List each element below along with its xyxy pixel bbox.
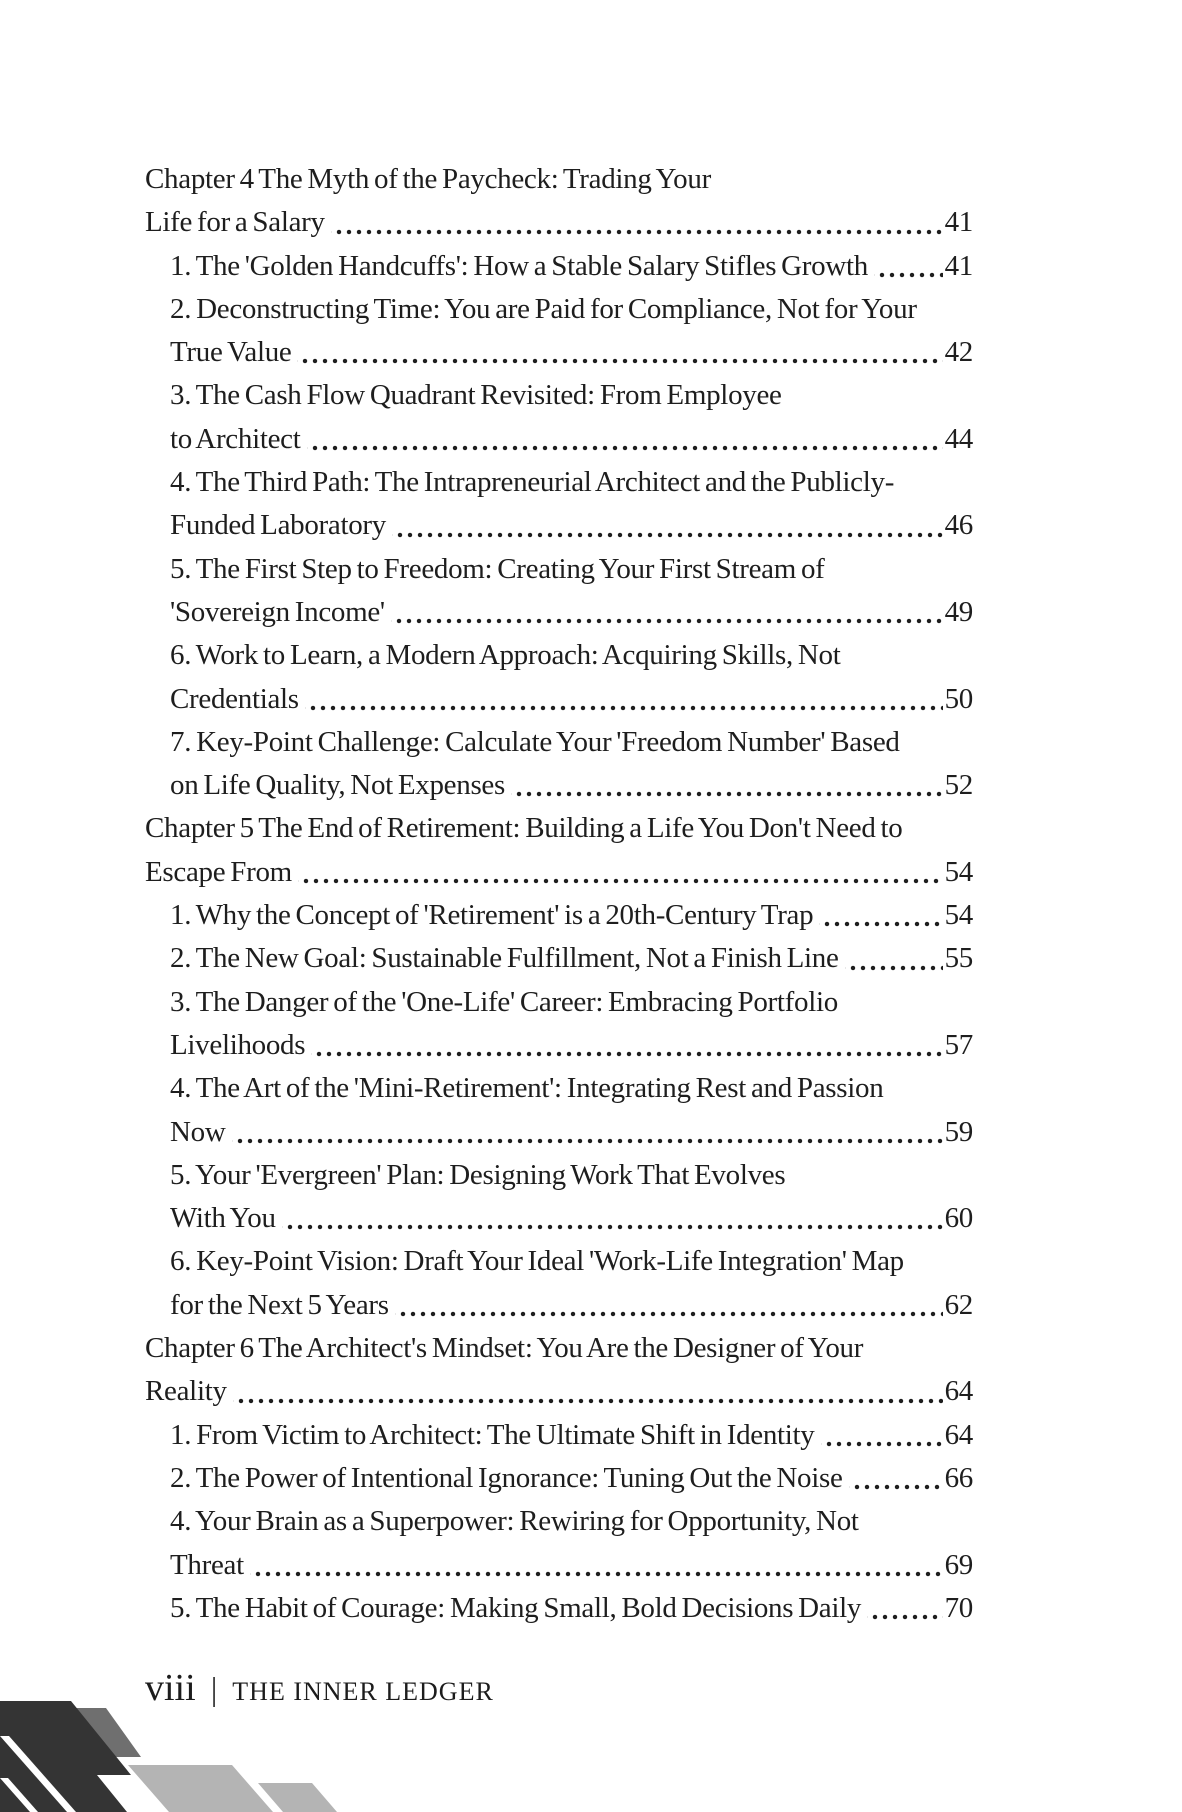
toc-entry <box>170 1067 973 1154</box>
toc-entry <box>170 1587 973 1630</box>
toc-dot-leader <box>511 764 943 807</box>
decor-light-parallelogram-large <box>128 1765 273 1812</box>
footer-separator: | <box>210 1672 218 1708</box>
toc-dot-leader <box>311 1024 942 1067</box>
toc-entry <box>170 937 973 980</box>
footer-page-number: viii <box>145 1667 196 1709</box>
toc-entry-line: 6. Work to Learn, a Modern Approach: Acquiring Skills, Not <box>170 639 841 672</box>
toc-entry <box>170 288 973 375</box>
toc-dot-leader <box>392 504 943 547</box>
toc-entry-lastline <box>170 1544 973 1587</box>
toc-dot-leader <box>307 418 943 461</box>
toc-page-number: 54 <box>944 899 973 932</box>
toc-entry-lastline <box>145 851 973 894</box>
toc-entry-text: 2. The Power of Intentional Ignorance: Tuning Out the Noise <box>170 1461 843 1494</box>
toc-entry-line: 5. Your 'Evergreen' Plan: Designing Work That Evolves <box>170 1158 786 1191</box>
toc-entry-lastline <box>170 591 973 634</box>
toc-entry-line: 4. Your Brain as a Superpower: Rewiring for Opportunity, Not <box>170 1505 859 1538</box>
toc-entry-line: 4. The Third Path: The Intrapreneurial Architect and the Publicly- <box>170 466 895 499</box>
toc-page-number: 69 <box>944 1548 973 1581</box>
toc-entry-lastline <box>170 1111 973 1154</box>
toc-entry-text: for the Next 5 Years <box>170 1288 389 1321</box>
toc-entry-line: Chapter 5 The End of Retirement: Building a Life You Don't Need to <box>145 812 903 845</box>
toc-entry-lastline <box>170 894 973 937</box>
toc-entry-line: Chapter 4 The Myth of the Paycheck: Trading Your <box>145 163 711 195</box>
toc-entry-lastline <box>170 331 973 374</box>
toc-entry <box>170 721 973 808</box>
toc-page-number: 62 <box>944 1288 973 1321</box>
toc-entry <box>170 374 973 461</box>
toc-entry-text: to Architect <box>170 422 301 455</box>
toc-entry-lastline <box>145 1370 973 1413</box>
toc-entry <box>170 981 973 1068</box>
toc-entry-lastline <box>170 937 973 980</box>
toc-dot-leader <box>305 678 943 721</box>
toc-entry-line: 2. Deconstructing Time: You are Paid for Compliance, Not for Your <box>170 292 917 325</box>
toc-entry-text: Life for a Salary <box>145 206 325 239</box>
toc-entry-line: 3. The Danger of the 'One-Life' Career: Embracing Portfolio <box>170 985 838 1018</box>
toc-dot-leader <box>232 1111 943 1154</box>
toc-entry-text: 5. The Habit of Courage: Making Small, Bold Decisions Daily <box>170 1591 862 1624</box>
toc-dot-leader <box>282 1197 943 1240</box>
toc-entry-lastline <box>170 1414 973 1457</box>
toc-entry-lastline <box>170 245 973 288</box>
toc-entry-lastline <box>170 678 973 721</box>
toc-entry-lastline <box>170 418 973 461</box>
toc-page-number: 57 <box>944 1028 973 1061</box>
toc-entry-text: Threat <box>170 1548 244 1581</box>
toc-entry-lastline <box>170 1197 973 1240</box>
toc-dot-leader <box>297 331 942 374</box>
corner-arrows-decoration <box>0 1692 360 1812</box>
toc-entry-line: 7. Key-Point Challenge: Calculate Your 'Freedom Number' Based <box>170 725 900 758</box>
toc-page-number: 44 <box>944 422 973 455</box>
toc-dot-leader <box>821 1414 943 1457</box>
toc-page-number: 66 <box>944 1461 973 1494</box>
decor-light-parallelogram-small <box>258 1783 337 1812</box>
toc-entry-lastline <box>145 201 973 244</box>
toc-entry <box>170 894 973 937</box>
toc-entry-text: Now <box>170 1115 226 1148</box>
toc-page-number: 60 <box>944 1202 973 1235</box>
toc-entry <box>170 245 973 288</box>
toc-entry-lastline <box>170 504 973 547</box>
toc-dot-leader <box>331 201 943 244</box>
toc-page-number: 46 <box>944 509 973 542</box>
toc-entry-text: Reality <box>145 1375 227 1408</box>
toc-dot-leader <box>819 894 942 937</box>
toc-entry-text: Funded Laboratory <box>170 509 386 542</box>
toc-entry <box>170 548 973 635</box>
toc-dot-leader <box>849 1457 943 1500</box>
toc-entry-text: True Value <box>170 336 292 369</box>
footer-book-title: THE INNER LEDGER <box>232 1677 494 1706</box>
toc-entry-text: 'Sovereign Income' <box>170 595 385 628</box>
toc-entry-line: 4. The Art of the 'Mini-Retirement': Integrating Rest and Passion <box>170 1072 884 1105</box>
toc-entry-lastline <box>170 1284 973 1327</box>
toc-entry-text: With You <box>170 1202 276 1235</box>
toc-entry-text: Escape From <box>145 855 292 888</box>
toc-page-number: 49 <box>944 595 973 628</box>
toc-entry <box>170 1457 973 1500</box>
toc-dot-leader <box>395 1284 943 1327</box>
toc-entry <box>170 461 973 548</box>
toc-dot-leader <box>250 1544 943 1587</box>
toc-entry <box>145 807 973 894</box>
toc-entry <box>170 1240 973 1327</box>
toc-entry-text: Credentials <box>170 682 299 715</box>
toc <box>0 158 973 1630</box>
toc-entry-lastline <box>170 764 973 807</box>
toc-entry-text: on Life Quality, Not Expenses <box>170 769 505 802</box>
toc-page-number: 64 <box>944 1375 973 1408</box>
toc-entry-text: 1. The 'Golden Handcuffs': How a Stable Salary Stifles Growth <box>170 249 868 282</box>
toc-entry-lastline <box>170 1024 973 1067</box>
toc-entry <box>170 634 973 721</box>
toc-page-number: 64 <box>944 1418 973 1451</box>
toc-page-number: 55 <box>944 942 973 975</box>
toc-page-number: 41 <box>944 206 973 239</box>
toc-entry-text: 2. The New Goal: Sustainable Fulfillment, Not a Finish Line <box>170 942 839 975</box>
toc-entry-text: 1. Why the Concept of 'Retirement' is a 20th-Century Trap <box>170 899 814 932</box>
toc-entry-text: Livelihoods <box>170 1028 306 1061</box>
toc-entry-text: 1. From Victim to Architect: The Ultimate Shift in Identity <box>170 1418 815 1451</box>
toc-page-number: 50 <box>944 682 973 715</box>
toc-dot-leader <box>298 851 943 894</box>
toc-page-number: 42 <box>944 336 973 369</box>
toc-entry <box>170 1500 973 1587</box>
toc-dot-leader <box>867 1587 943 1630</box>
toc-entry-lastline <box>170 1457 973 1500</box>
toc-entry <box>145 158 973 245</box>
toc-entry-line: 3. The Cash Flow Quadrant Revisited: From Employee <box>170 379 782 412</box>
toc-page-number: 52 <box>944 769 973 802</box>
toc-dot-leader <box>845 937 943 980</box>
toc-entry-line: Chapter 6 The Architect's Mindset: You Are the Designer of Your <box>145 1332 864 1365</box>
toc-page-number: 41 <box>944 249 973 282</box>
toc-entry <box>170 1154 973 1241</box>
toc-dot-leader <box>391 591 943 634</box>
toc-dot-leader <box>233 1370 943 1413</box>
toc-entry-lastline <box>170 1587 973 1630</box>
toc-entry-line: 6. Key-Point Vision: Draft Your Ideal 'Work-Life Integration' Map <box>170 1245 904 1278</box>
toc-page-number: 70 <box>944 1591 973 1624</box>
toc-entry <box>170 1414 973 1457</box>
toc-dot-leader <box>874 245 943 288</box>
toc-entry <box>145 1327 973 1414</box>
toc-page-number: 59 <box>944 1115 973 1148</box>
toc-page-number: 54 <box>944 855 973 888</box>
toc-entry-line: 5. The First Step to Freedom: Creating Your First Stream of <box>170 552 825 585</box>
